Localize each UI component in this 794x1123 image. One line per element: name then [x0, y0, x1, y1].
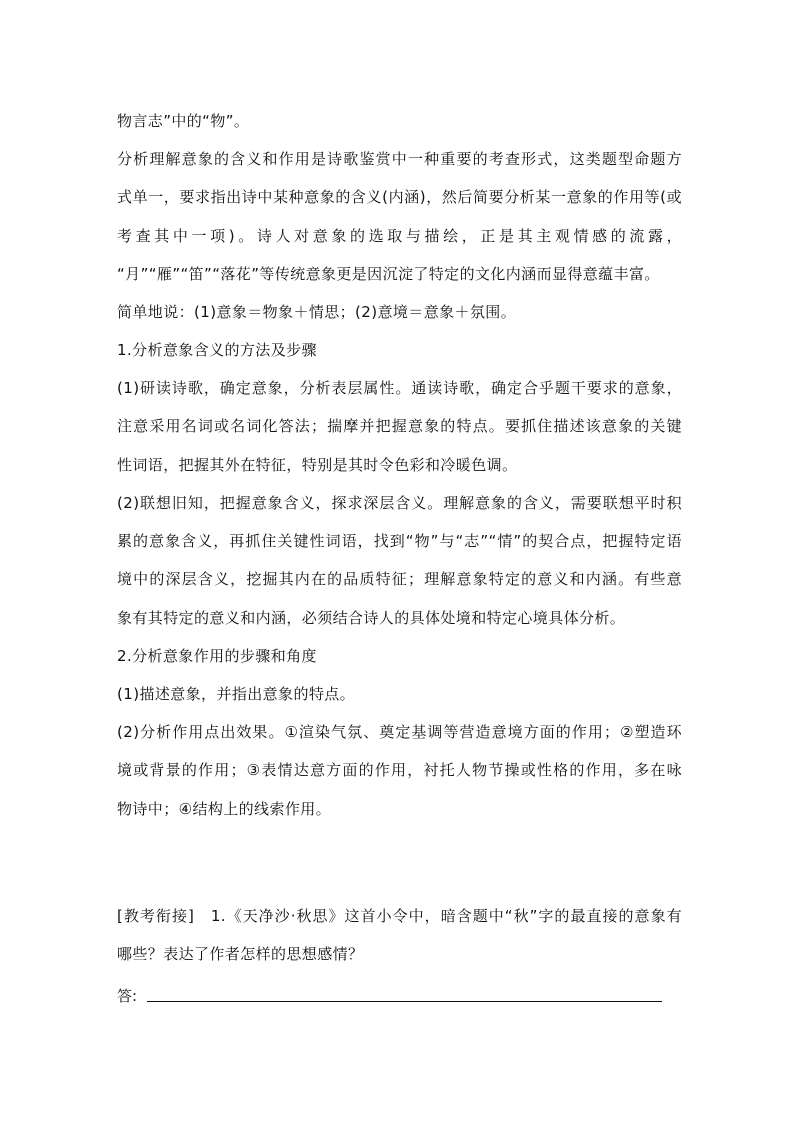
text-line-3: 式单一，要求指出诗中某种意象的含义(内涵)，然后简要分析某一意象的作用等(或 [117, 188, 682, 206]
question-line-2: 哪些？表达了作者怎样的思想感情？ [117, 945, 364, 963]
text-line-2: 分析理解意象的含义和作用是诗歌鉴赏中一种重要的考查形式，这类题型命题方 [117, 150, 682, 168]
text-line-19: 物诗中；④结构上的线索作用。 [117, 800, 332, 818]
text-line-12: 累的意象含义，再抓住关键性词语，找到“物”与“志”“情”的契合点，把握特定语 [117, 532, 682, 550]
answer-field[interactable] [117, 986, 662, 1008]
text-line-10: 性词语，把握其外在特征，特别是其时令色彩和冷暖色调。 [117, 456, 518, 474]
text-line-6: 简单地说：(1)意象＝物象＋情思；(2)意境＝意象＋氛围。 [117, 303, 517, 321]
text-line-11: (2)联想旧知，把握意象含义，探求深层含义。理解意象的含义，需要联想平时积 [117, 494, 682, 512]
text-line-16: (1)描述意象，并指出意象的特点。 [117, 685, 356, 703]
text-line-9: 注意采用名词或名词化答法；揣摩并把握意象的特点。要抓住描述该意象的关键 [117, 417, 682, 435]
text-line-17: (2)分析作用点出效果。①渲染气氛、奠定基调等营造意境方面的作用；②塑造环 [117, 723, 682, 741]
section-heading-1: 1.分析意象含义的方法及步骤 [117, 341, 317, 359]
text-line-13: 境中的深层含义，挖掘其内在的品质特征；理解意象特定的意义和内涵。有些意 [117, 570, 682, 588]
answer-blank-line[interactable] [147, 1001, 662, 1002]
question-line-1: [教考衔接] 1.《天净沙·秋思》这首小令中，暗含题中“秋”字的最直接的意象有 [117, 907, 682, 925]
section-heading-2: 2.分析意象作用的步骤和角度 [117, 647, 317, 665]
text-line-5: “月”“雁”“笛”“落花”等传统意象更是因沉淀了特定的文化内涵而显得意蕴丰富。 [117, 265, 660, 283]
text-line-1: 物言志”中的“物”。 [117, 112, 250, 130]
text-line-14: 象有其特定的意义和内涵，必须结合诗人的具体处境和特定心境具体分析。 [117, 609, 626, 627]
text-line-18: 境或背景的作用；③表情达意方面的作用，衬托人物节操或性格的作用，多在咏 [117, 761, 682, 779]
text-line-8: (1)研读诗歌，确定意象，分析表层属性。通读诗歌，确定合乎题干要求的意象， [117, 379, 682, 397]
text-line-4: 考查其中一项)。诗人对意象的选取与描绘，正是其主观情感的流露， [117, 227, 682, 245]
answer-label: 答: [117, 987, 138, 1005]
